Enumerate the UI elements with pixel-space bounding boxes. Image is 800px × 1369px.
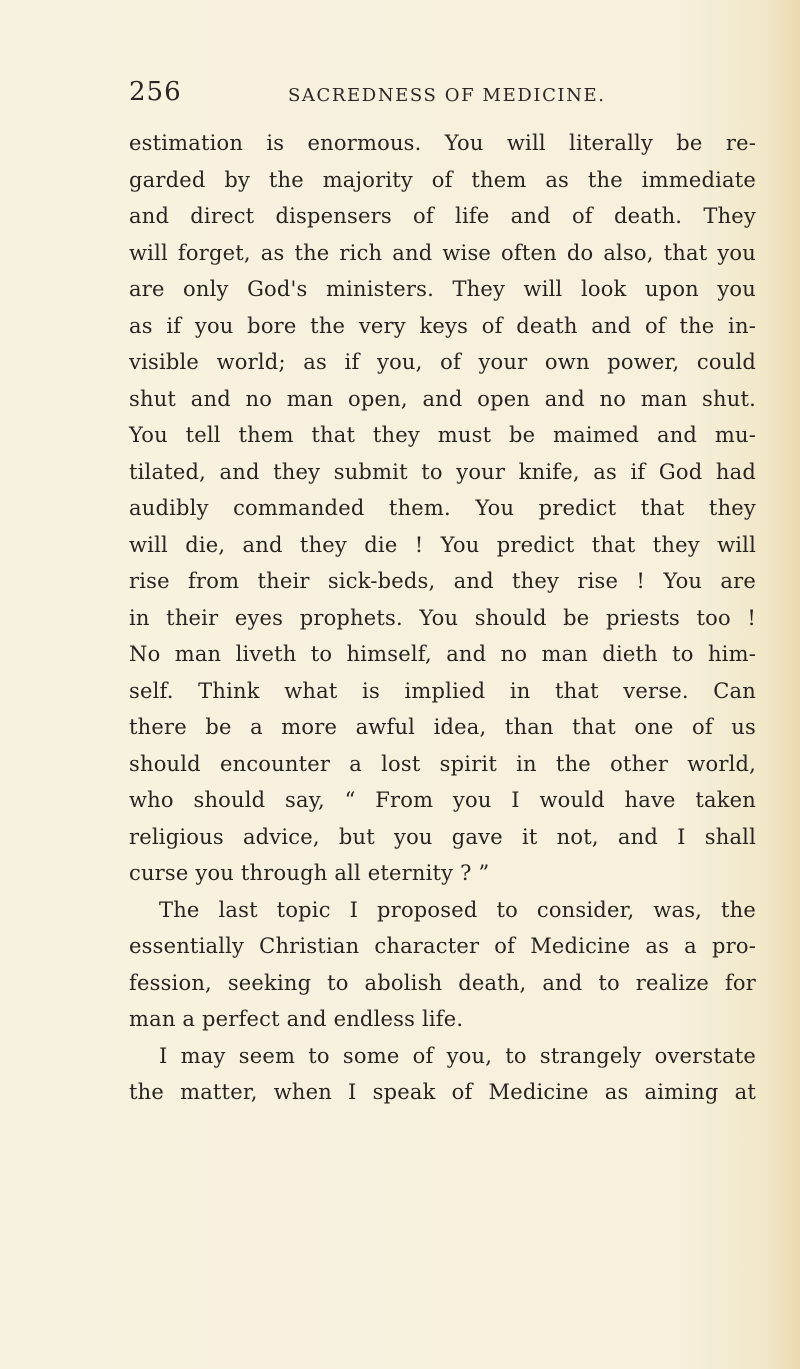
text-line: estimation is enormous. You will literally be re- xyxy=(129,131,756,155)
body-text xyxy=(129,125,756,1111)
text-line: there be a more awful idea, than that one of us xyxy=(129,715,756,739)
text-line: curse you through all eternity ? ” xyxy=(129,861,490,885)
running-head: SACREDNESS OF MEDICINE. xyxy=(288,85,606,106)
text-line: as if you bore the very keys of death and of the in- xyxy=(129,313,756,338)
text-line: the matter, when I speak of Medicine as aiming at xyxy=(129,1080,756,1104)
text-line: visible world; as if you, of your own power, could xyxy=(129,350,756,374)
text-line: The last topic I proposed to consider, was, the xyxy=(159,897,756,922)
text-line: religious advice, but you gave it not, and I shall xyxy=(129,824,756,849)
text-line: and direct dispensers of life and of death. They xyxy=(129,204,756,228)
text-line: garded by the majority of them as the immediate xyxy=(129,167,756,192)
text-line: man a perfect and endless life. xyxy=(129,1007,464,1031)
text-line: audibly commanded them. You predict that they xyxy=(129,496,756,520)
page-number: 256 xyxy=(129,77,182,107)
text-line: shut and no man open, and open and no man shut. xyxy=(129,386,756,411)
text-line: tilated, and they submit to your knife, as if God had xyxy=(129,459,756,484)
page-header xyxy=(0,76,800,116)
text-line: rise from their sick-beds, and they rise ! You are xyxy=(129,569,756,593)
text-line: who should say, “ From you I would have taken xyxy=(129,788,756,812)
text-line: self. Think what is implied in that verse. Can xyxy=(129,678,756,703)
text-line: are only God's ministers. They will look upon you xyxy=(129,277,756,301)
text-line: I may seem to some of you, to strangely overstate xyxy=(159,1043,756,1068)
text-line: fession, seeking to abolish death, and to realize for xyxy=(129,970,756,995)
text-line: essentially Christian character of Medicine as a pro- xyxy=(129,934,756,958)
text-line: will forget, as the rich and wise often do also, that you xyxy=(129,240,756,265)
text-line: You tell them that they must be maimed and mu- xyxy=(129,423,756,447)
text-line: No man liveth to himself, and no man dieth to him- xyxy=(129,642,756,666)
text-line: in their eyes prophets. You should be priests too ! xyxy=(129,605,756,630)
text-line: will die, and they die ! You predict that they will xyxy=(129,532,756,557)
text-line: should encounter a lost spirit in the other world, xyxy=(129,751,756,776)
